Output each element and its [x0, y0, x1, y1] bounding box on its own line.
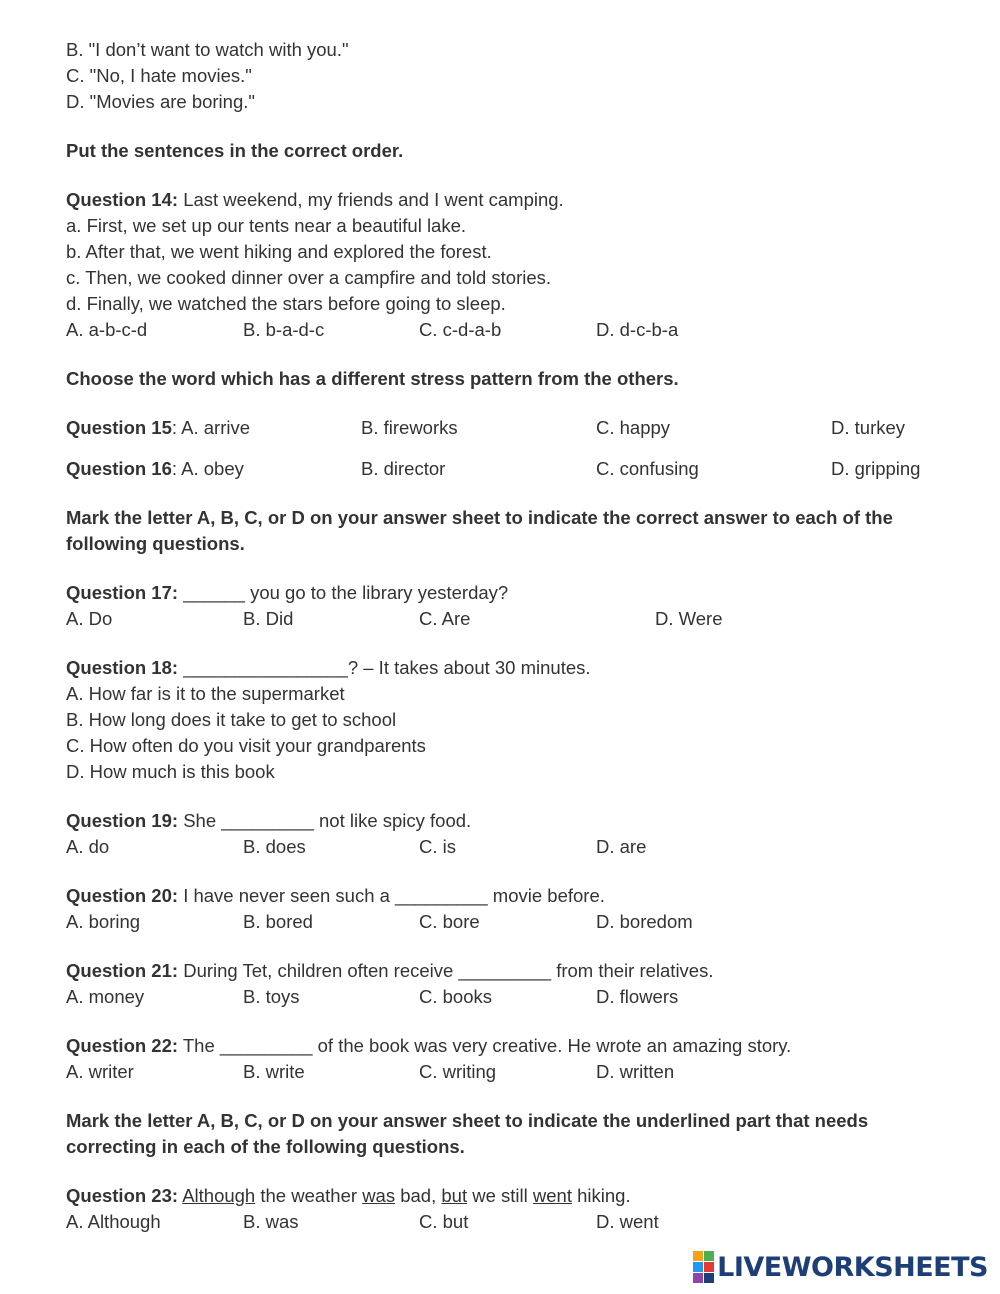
question-18: [66, 655, 946, 785]
question-21: [66, 958, 946, 1010]
underlined-part-d: went: [532, 1185, 572, 1206]
option-c[interactable]: C. bore: [419, 911, 480, 932]
option-d[interactable]: D. How much is this book: [66, 761, 275, 782]
option-b[interactable]: B. fireworks: [361, 417, 458, 438]
question-label: Question 23:: [66, 1185, 179, 1206]
worksheet-page: [66, 37, 946, 1235]
question-label: Question 19:: [66, 810, 179, 831]
question-text: I have never seen such a _________ movie before.: [178, 885, 605, 906]
logo-text: LIVEWORKSHEETS: [717, 1251, 988, 1283]
option-a[interactable]: A. Although: [66, 1211, 161, 1232]
question-15: [66, 415, 946, 441]
sentence-b: b. After that, we went hiking and explored the forest.: [66, 241, 492, 262]
option-b[interactable]: B. Did: [243, 608, 294, 629]
option-b[interactable]: B. write: [243, 1061, 305, 1082]
option-d[interactable]: D. are: [596, 836, 647, 857]
question-text: ________________? – It takes about 30 minutes.: [178, 657, 591, 678]
question-20: [66, 883, 946, 935]
sentence-text: bad,: [395, 1185, 442, 1206]
option-a[interactable]: A. money: [66, 986, 145, 1007]
question-17: [66, 580, 946, 632]
liveworksheets-logo[interactable]: [693, 1252, 988, 1282]
option-b[interactable]: B. How long does it take to get to school: [66, 709, 397, 730]
option-a[interactable]: A. Do: [66, 608, 113, 629]
underlined-part-b: was: [362, 1185, 396, 1206]
option-d[interactable]: D. gripping: [831, 458, 921, 479]
question-label: Question 16: [66, 458, 172, 479]
sentence-c: c. Then, we cooked dinner over a campfire and told stories.: [66, 267, 552, 288]
question-label: Question 22:: [66, 1035, 179, 1056]
option-b[interactable]: B. does: [243, 836, 306, 857]
option-a[interactable]: : A. arrive: [171, 417, 251, 438]
option-d[interactable]: D. Were: [655, 608, 723, 629]
question-text: The _________ of the book was very creative. He wrote an amazing story.: [178, 1035, 792, 1056]
question-label: Question 18:: [66, 657, 179, 678]
sentence-text: we still: [467, 1185, 533, 1206]
question-text: ______ you go to the library yesterday?: [178, 582, 509, 603]
option-b[interactable]: B. was: [243, 1211, 299, 1232]
option-a[interactable]: A. do: [66, 836, 110, 857]
sentence-a: a. First, we set up our tents near a beautiful lake.: [66, 215, 467, 236]
section-heading-mc: Mark the letter A, B, C, or D on your answer sheet to indicate the correct answer to each of the following questions.: [66, 507, 893, 554]
option-a[interactable]: A. boring: [66, 911, 141, 932]
section-heading-error: Mark the letter A, B, C, or D on your answer sheet to indicate the underlined part that needs correcting in each of the following questions.: [66, 1110, 869, 1157]
option-b[interactable]: B. bored: [243, 911, 313, 932]
q13-option-c[interactable]: C. "No, I hate movies.": [66, 65, 252, 86]
option-a[interactable]: A. How far is it to the supermarket: [66, 683, 345, 704]
sentence-text: the weather: [255, 1185, 363, 1206]
question-label: Question 21:: [66, 960, 179, 981]
question-14: [66, 187, 946, 343]
section-heading-stress: Choose the word which has a different stress pattern from the others.: [66, 368, 679, 389]
logo-blocks-icon: [693, 1251, 714, 1283]
option-c[interactable]: C. is: [419, 836, 456, 857]
option-a[interactable]: A. a-b-c-d: [66, 319, 148, 340]
sentence-text: hiking.: [571, 1185, 631, 1206]
option-c[interactable]: C. Are: [419, 608, 471, 629]
option-d[interactable]: D. written: [596, 1061, 675, 1082]
question-16: [66, 456, 946, 482]
option-a[interactable]: A. writer: [66, 1061, 134, 1082]
question-label: Question 15: [66, 417, 172, 438]
option-c[interactable]: C. confusing: [596, 458, 699, 479]
option-c[interactable]: C. but: [419, 1211, 469, 1232]
option-b[interactable]: B. director: [361, 458, 446, 479]
option-a[interactable]: : A. obey: [171, 458, 244, 479]
option-c[interactable]: C. happy: [596, 417, 671, 438]
question-text: During Tet, children often receive _________ from their relatives.: [178, 960, 714, 981]
option-c[interactable]: C. books: [419, 986, 493, 1007]
option-b[interactable]: B. toys: [243, 986, 300, 1007]
question-text: Last weekend, my friends and I went camping.: [178, 189, 564, 210]
question-label: Question 20:: [66, 885, 179, 906]
option-c[interactable]: C. How often do you visit your grandparents: [66, 735, 426, 756]
option-b[interactable]: B. b-a-d-c: [243, 319, 325, 340]
sentence-d: d. Finally, we watched the stars before going to sleep.: [66, 293, 506, 314]
q13-option-d[interactable]: D. "Movies are boring.": [66, 91, 255, 112]
question-23: [66, 1183, 946, 1235]
question-text: She _________ not like spicy food.: [178, 810, 472, 831]
underlined-part-a: Although: [182, 1185, 256, 1206]
option-d[interactable]: D. flowers: [596, 986, 679, 1007]
question-label: Question 17:: [66, 582, 179, 603]
q13-option-b[interactable]: B. "I don’t want to watch with you.": [66, 39, 349, 60]
section-heading-order: Put the sentences in the correct order.: [66, 140, 404, 161]
option-c[interactable]: C. c-d-a-b: [419, 319, 502, 340]
option-d[interactable]: D. boredom: [596, 911, 693, 932]
q13-options: [66, 37, 946, 115]
underlined-part-c: but: [441, 1185, 468, 1206]
option-d[interactable]: D. went: [596, 1211, 659, 1232]
option-c[interactable]: C. writing: [419, 1061, 497, 1082]
question-22: [66, 1033, 946, 1085]
question-label: Question 14:: [66, 189, 179, 210]
option-d[interactable]: D. turkey: [831, 417, 906, 438]
option-d[interactable]: D. d-c-b-a: [596, 319, 679, 340]
question-19: [66, 808, 946, 860]
